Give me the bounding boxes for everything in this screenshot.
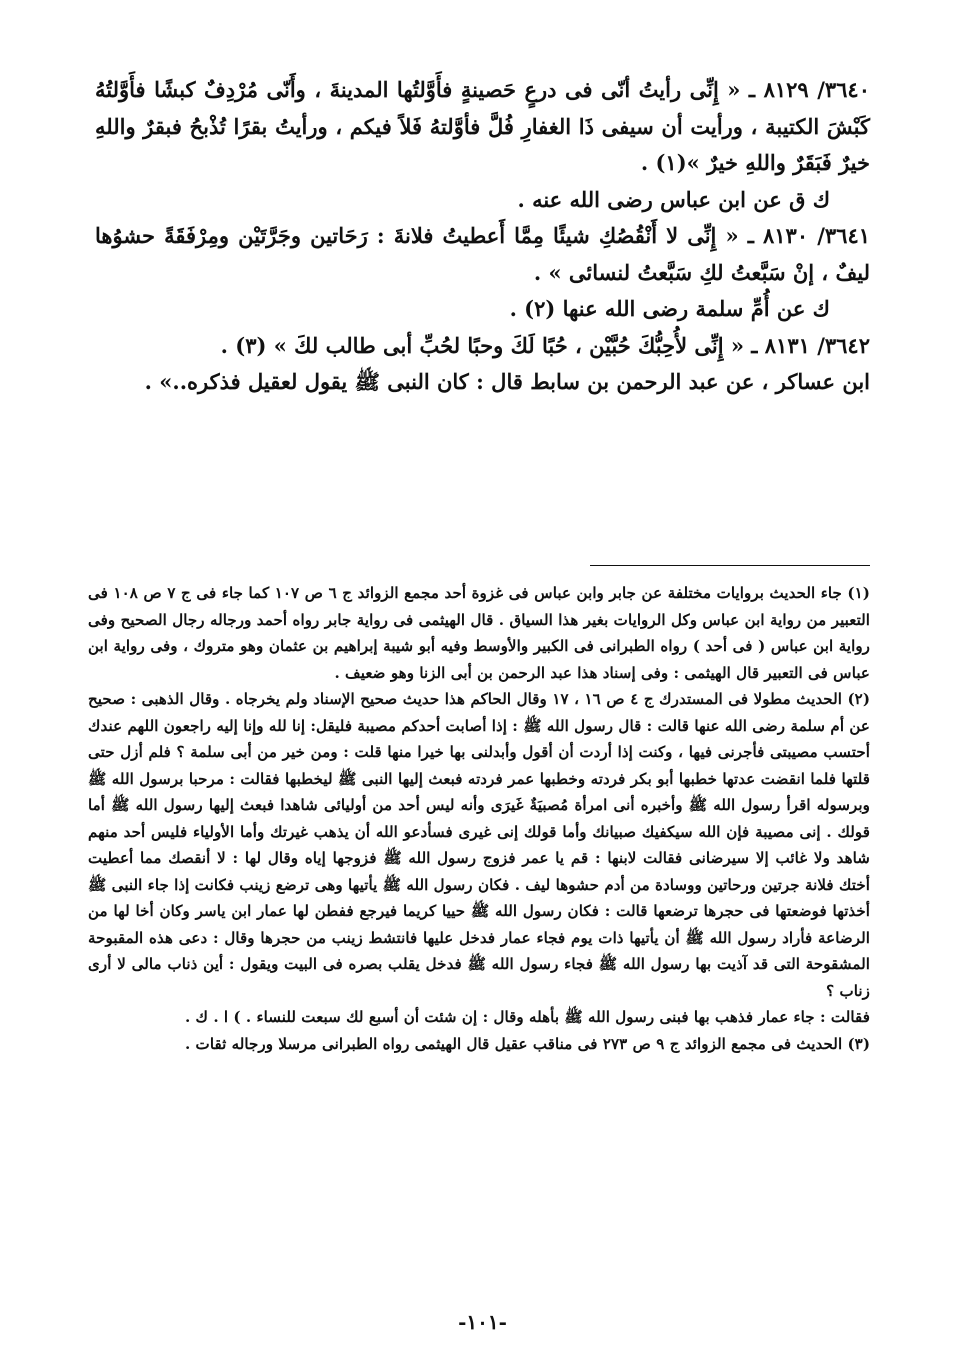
hadith-3640: ٣٦٤٠/ ٨١٢٩ ـ « إِنِّى رأيتُ أنّى فى درعٍ حَصينةٍ فأَوَّلتُها المدينةَ ، وأَنّى مُرْدِفٌ كبشًا فأَوَّلتُهُ كَبْشَ الكتيبة ، ورأيت أن سيفى ذَا الغفارِ فُلَّ فأوَّلتهُ فَلاً فيكم ، ورأيتُ بقرًا تُذْبحُ فبقرٌ واللهِ خيرٌ فَبَقَرٌ واللهِ خيرٌ »(١) . [95,77,870,175]
hadith-3642: ٣٦٤٢/ ٨١٣١ ـ « إِنِّى لأُحِبُّكَ حُبَّيْن ، حُبًا لَكَ وحبًا لحُبِّ أبى طالب لكَ » (٣) . [220,332,870,358]
footnote-separator [590,565,870,566]
page-number: -١٠١- [458,1310,507,1334]
footnote-3: (٣) الحديث فى مجمع الزوائد ج ٩ ص ٢٧٣ فى مناقب عقيل قال الهيثمى رواه الطبرانى مرسلا ورجاله ثقات . [184,1034,870,1053]
footnotes [88,580,870,1057]
hadith-3641: ٣٦٤١/ ٨١٣٠ ـ « إِنِّى لا أَنْقُصُكِ شيئًا مِمَّا أَعطيتُ فلانةَ : رَحَاتين وجَرَّتَيْن ومِرْفَقَةً حشوُها ليفٌ ، إنْ سَبَّعتُ لكِ سَبَّعتُ لنسائى » . [95,223,871,285]
footnote-1: (١) جاء الحديث بروايات مختلفة عن جابر وابن عباس فى غزوة أحد مجمع الزوائد ج ٦ ص ١٠٧ كما جاء فى ج ٧ ص ١٠٨ فى التعبير من رواية ابن عباس وكل الروايات بغير هذا السياق . قال الهيثمى فى رواية جابر رواه أحمد ورجاله رجال الصحيح وفى رواية ابن عباس ( فى أحد ) رواه الطبرانى فى الكبير والأوسط وفيه أبو شيبة إبراهيم بن عثمان وهو متروك ، وفى رواية ابن عباس فى التعبير قال الهيثمى : وفى إسناد هذا عبد الرحمن بن أبى الزنا وهو ضعيف . [88,584,870,682]
footnote-2-end: فقالت : جاء عمار فذهب بها فبنى رسول الله ﷺ بأهله وقال : إن شئت أن أسبع لك سبعت للنساء . ) ا . ك . [184,1008,870,1026]
main-text [95,72,870,401]
source-3640: ك ق عن ابن عباس رضى الله عنه . [517,186,830,212]
footnote-2: (٢) الحديث مطولا فى المستدرك ج ٤ ص ١٦ ، ١٧ وقال الحاكم هذا حديث صحيح الإسناد ولم يخرجاه . وقال الذهبى : صحيح عن أم سلمة رضى الله عنها قالت : قال رسول الله ﷺ : إذا أصابت أحدكم مصيبة فليقل: إنا لله وإنا إليه راجعون اللهم عندك أحتسب مصيبتى فأجرنى فيها ، وكنت إذا أردت أن أقول وأبدلنى بها خيرا منها قلت : ومن خير من أبى سلمة ؟ فلم أزل حتى قلتها فلما انقضت عدتها خطبها أبو بكر فردته وخطبها عمر فردته فبعث إليها النبى ﷺ ليخطبها فقالت : مرحبا برسول الله ﷺ وبرسوله اقرأ رسول الله ﷺ وأخبره أنى امرأة مُصبيَةٌ غَيرَى وأنه ليس أحد من أوليائى شاهدا فبعث إليها رسول الله ﷺ أما قولك . إنى مصيبة فإن الله سيكفيك صبيانك وأما قولك إنى غيرى فسأدعو الله أن يذهب غيرتك وأما الأولياء فليس أحد منهم شاهد ولا غائب إلا سيرضانى فقالت لابنها : قم يا عمر فزوج رسول الله ﷺ فزوجها إياه وقال لها : لا أنقصك مما أعطيت أختك فلانة جرتين ورحاتين ووسادة من أدم حشوها ليف . فكان رسول الله ﷺ يأتيها وهى ترضع زينب فكانت إذا جاء النبى ﷺ أخذتها فوضعتها فى حجرها ترضعها قالت : فكان رسول الله ﷺ حييا كريما فيرجع ففطن لها عمار ابن ياسر وكان أخا لها من الرضاعة فأراد رسول الله ﷺ أن يأتيها ذات يوم فجاء عمار فدخل عليها فانتشط زينب من حجرها وقال : دعى هذه المقبوحة المشقوحة التى قد آذيت بها رسول الله ﷺ فجاء رسول الله ﷺ فدخل يقلب بصره فى البيت ويقول : أين ذناب مالى لا أرى زناب ؟ [88,690,870,1000]
source-3641: ك عن أُمِّ سلمة رضى الله عنها (٢) . [509,296,830,321]
source-3642: ابن عساكر ، عن عبد الرحمن بن سابط قال : كان النبى ﷺ يقول لعقيل فذكره..» . [144,369,870,394]
